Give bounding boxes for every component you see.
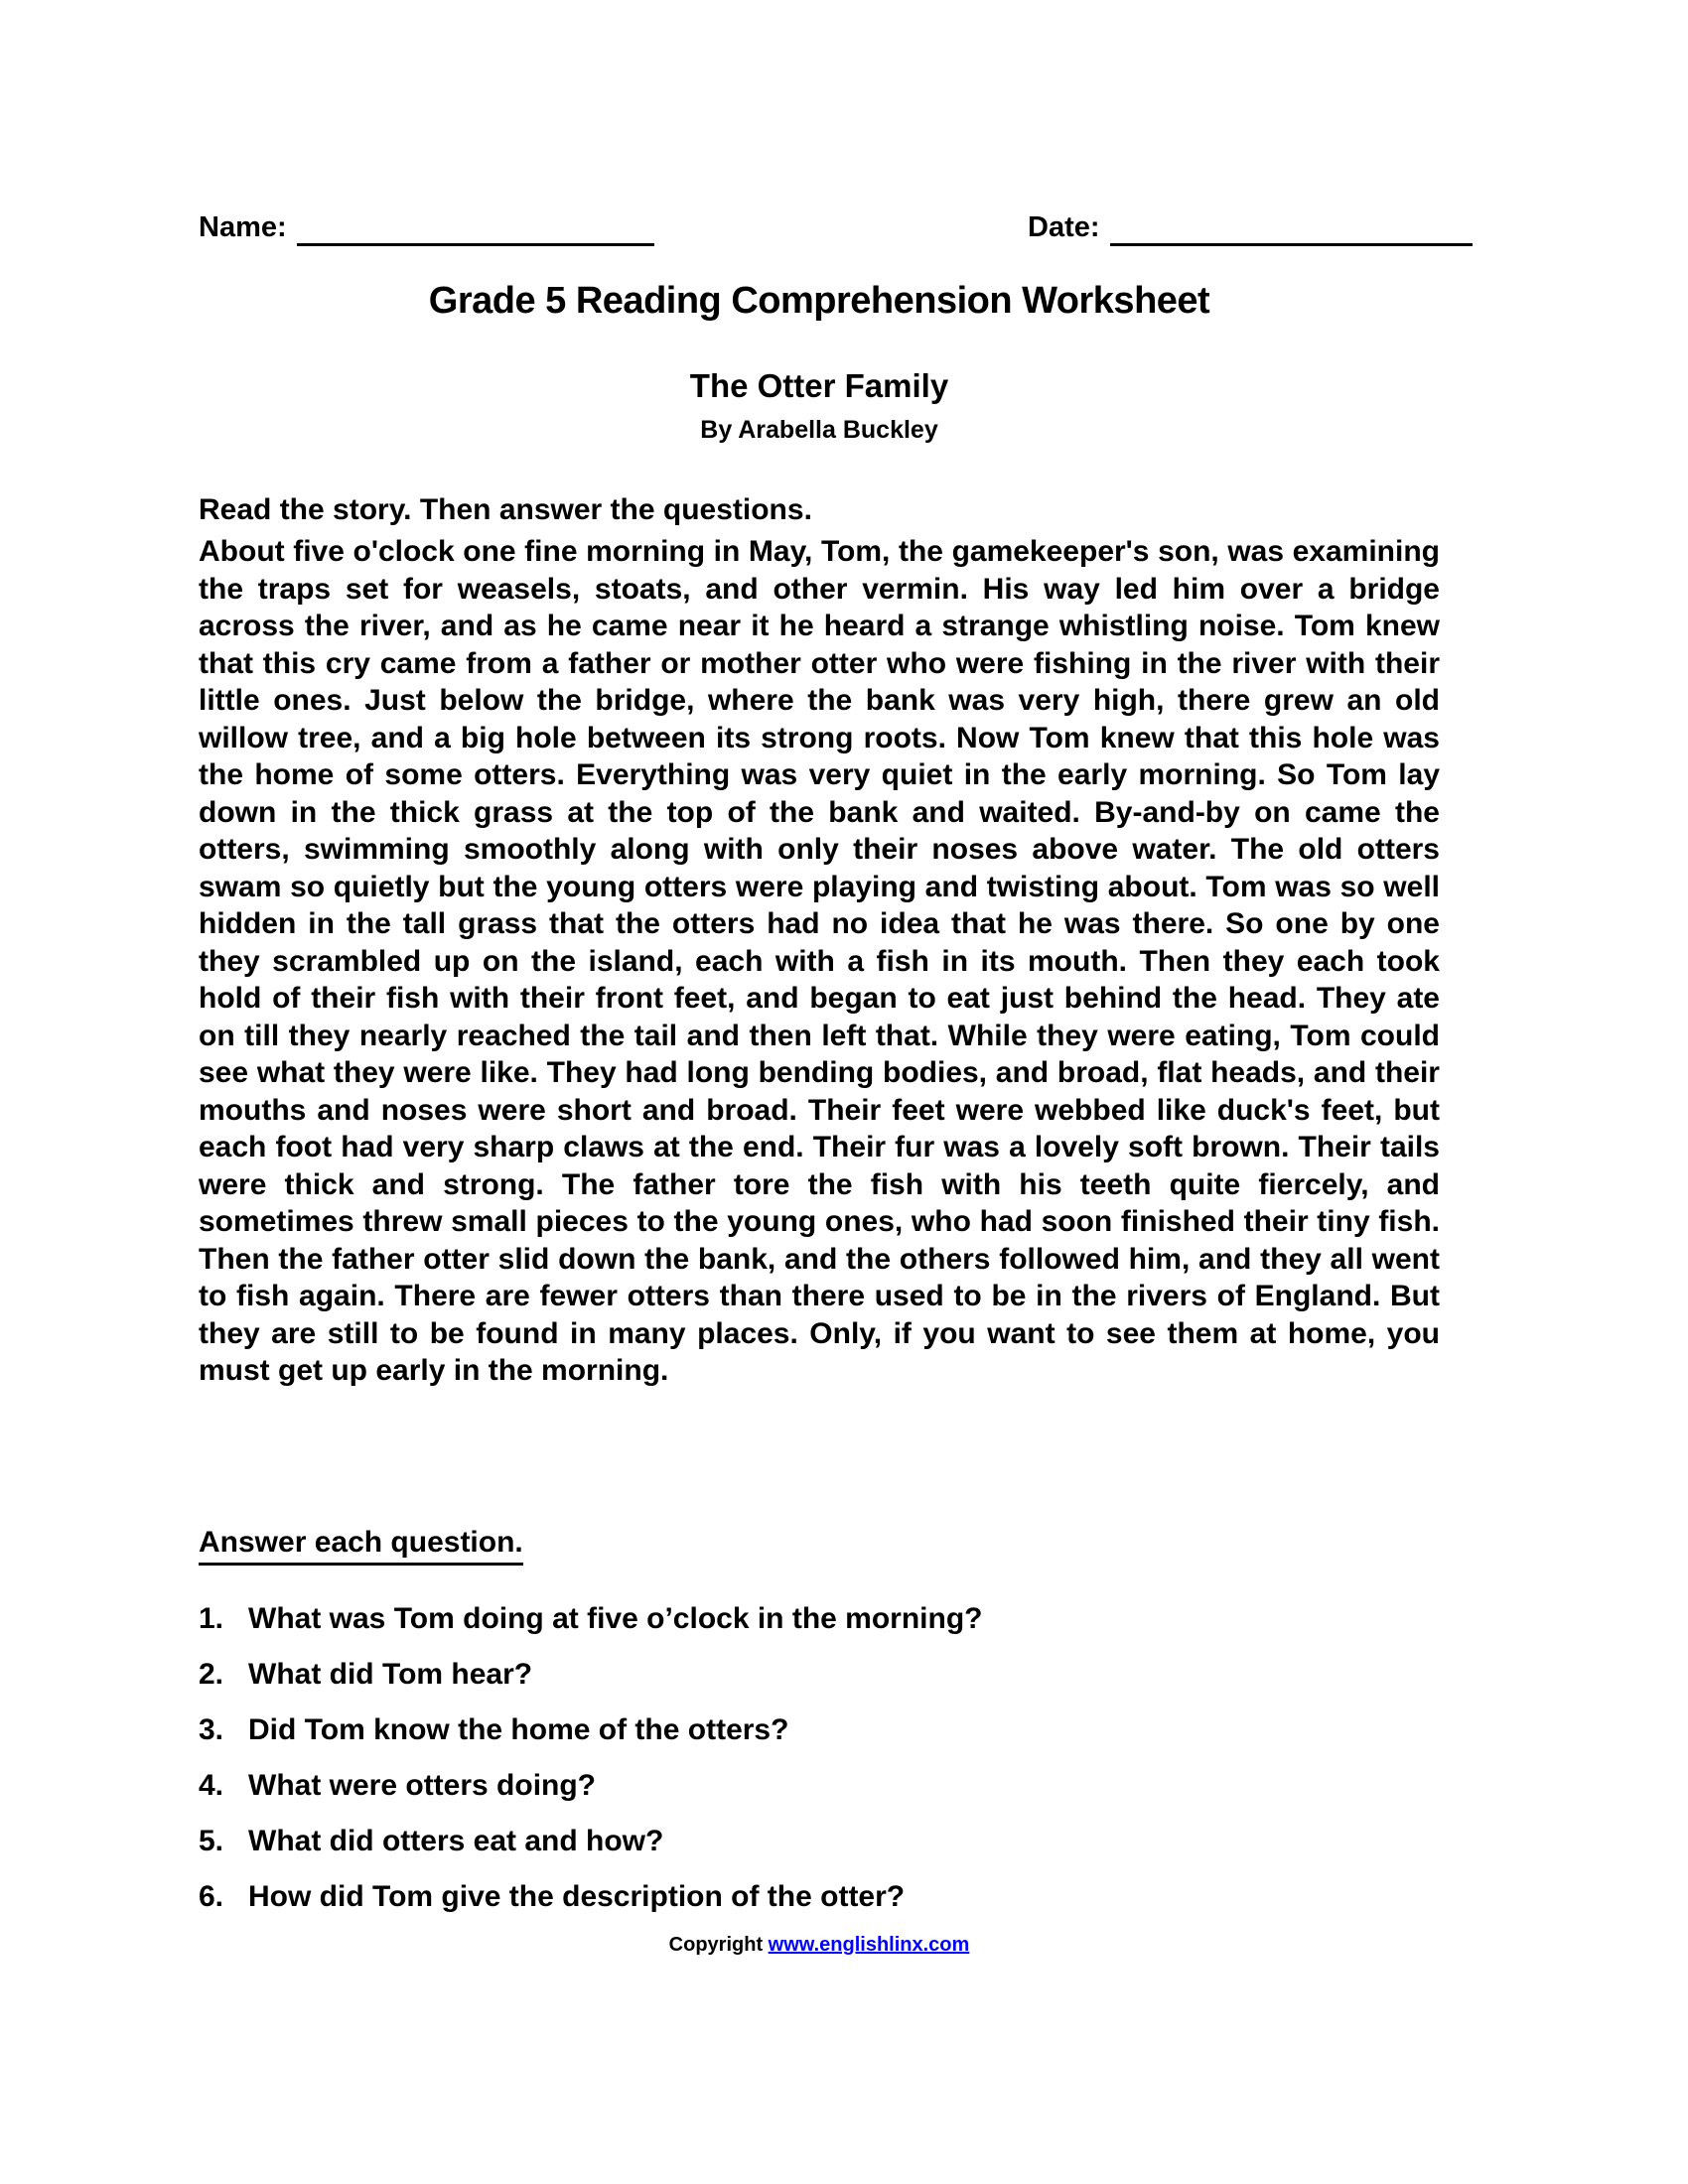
copyright-label: Copyright xyxy=(668,1934,764,1956)
date-field-group xyxy=(1028,208,1473,246)
questions-heading: Answer each question. xyxy=(199,1526,523,1566)
question-number: 4. xyxy=(199,1769,224,1802)
question-number: 1. xyxy=(199,1602,224,1635)
question-item-3 xyxy=(199,1711,1440,1748)
question-number: 5. xyxy=(199,1825,224,1857)
question-item-5 xyxy=(199,1823,1440,1859)
question-number: 2. xyxy=(199,1658,224,1691)
reading-instruction: Read the story. Then answer the questions. xyxy=(199,493,812,526)
header-row xyxy=(0,208,1688,254)
question-text: What did otters eat and how? xyxy=(248,1825,664,1857)
question-text: What was Tom doing at five o’clock in the morning? xyxy=(248,1602,983,1635)
story-title: The Otter Family xyxy=(689,367,949,404)
date-label: Date: xyxy=(1028,211,1100,243)
question-item-6 xyxy=(199,1878,1440,1915)
englishlinx-link[interactable]: www.englishlinx.com xyxy=(768,1934,970,1956)
question-text: What did Tom hear? xyxy=(248,1658,533,1691)
question-item-2 xyxy=(199,1656,1440,1693)
question-item-1 xyxy=(199,1600,1440,1637)
name-label: Name: xyxy=(199,211,287,243)
question-number: 3. xyxy=(199,1713,224,1746)
questions-list xyxy=(199,1600,1440,1934)
story-byline: By Arabella Buckley xyxy=(700,416,938,444)
name-blank-line xyxy=(297,210,654,246)
copyright-footer xyxy=(199,1934,1440,1957)
question-text: Did Tom know the home of the otters? xyxy=(248,1713,789,1746)
question-text: What were otters doing? xyxy=(248,1769,597,1802)
question-item-4 xyxy=(199,1767,1440,1804)
date-blank-line xyxy=(1110,210,1473,246)
name-field-group xyxy=(199,208,654,246)
question-number: 6. xyxy=(199,1880,224,1913)
worksheet-title: Grade 5 Reading Comprehension Worksheet xyxy=(428,280,1210,322)
story-paragraph: About five o'clock one fine morning in May, Tom, the gamekeeper's son, was examining the traps set for weasels, stoats, and other vermin. His way led him over a bridge across the river, and as he came near it he heard a strange whistling noise. Tom knew that this cry came from a father or mother otter who were fishing in the river with their little ones. Just below the bridge, where the bank was very high, there grew an old willow tree, and a big hole between its strong roots. Now Tom knew that this hole was the home of some otters. Everything was very quiet in the early morning. So Tom lay down in the thick grass at the top of the bank and waited. By-and-by on came the otters, swimming smoothly along with only their noses above water. The old otters swam so quietly but the young otters were playing and twisting about. Tom was so well hidden in the tall grass that the otters had no idea that he was there. So one by one they scrambled up on the island, each with a fish in its mouth. Then they each took hold of their fish with their front feet, and began to eat just behind the head. They ate on till they nearly reached the tail and then left that. While they were eating, Tom could see what they were like. They had long bending bodies, and broad, flat heads, and their mouths and noses were short and broad. Their feet were webbed like duck's feet, but each foot had very sharp claws at the end. Their fur was a lovely soft brown. Their tails were thick and strong. The father tore the fish with his teeth quite fiercely, and sometimes threw small pieces to the young ones, who had soon finished their tiny fish. Then the father otter slid down the bank, and the others followed him, and they all went to fish again. There are fewer otters than there used to be in the rivers of England. But they are still to be found in many places. Only, if you want to see them at home, you must get up early in the morning. xyxy=(199,535,1440,1387)
question-text: How did Tom give the description of the otter? xyxy=(248,1880,906,1913)
